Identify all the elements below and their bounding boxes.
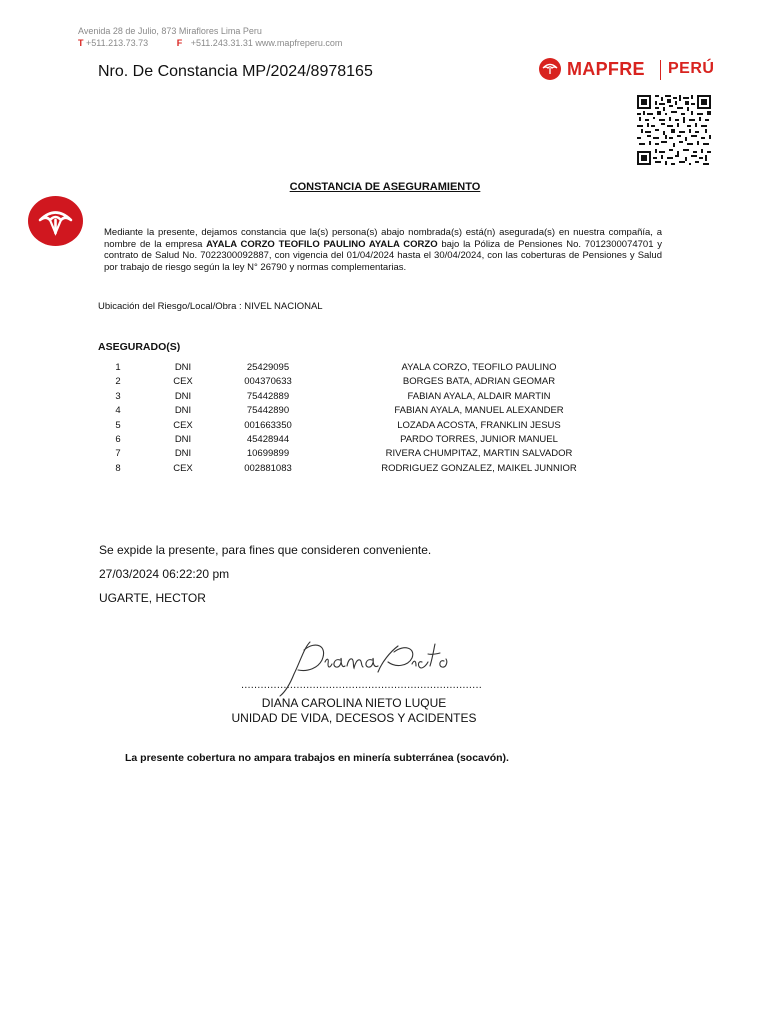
signatory-name: DIANA CAROLINA NIETO LUQUE (261, 696, 447, 710)
insured-name: BORGES BATA, ADRIAN GEOMAR (402, 376, 556, 388)
insured-name: PARDO TORRES, JUNIOR MANUEL (400, 434, 558, 446)
row-number: 4 (115, 405, 121, 417)
insured-name: LOZADA ACOSTA, FRANKLIN JESUS (397, 419, 561, 431)
logo-country: PERÚ (668, 60, 715, 77)
table-row (100, 390, 652, 404)
insured-name: RODRIGUEZ GONZALEZ, MAIKEL JUNNIOR (381, 462, 577, 474)
row-number: 5 (115, 419, 121, 431)
constancia-number: Nro. De Constancia MP/2024/8978165 (98, 63, 373, 80)
doc-number: 002881083 (244, 462, 292, 474)
doc-number: 25429095 (246, 362, 290, 373)
mapfre-umbrella-icon (28, 196, 83, 246)
table-row (100, 433, 652, 447)
para-company: AYALA CORZO TEOFILO PAULINO AYALA CORZO (206, 238, 438, 250)
signature-line: .......................................................................... (241, 679, 482, 691)
table-row (100, 462, 652, 476)
doc-type: DNI (174, 405, 192, 417)
issuer-user: UGARTE, HECTOR (99, 591, 206, 605)
fax-label: F (176, 38, 183, 48)
row-number: 2 (115, 376, 121, 388)
table-row (100, 404, 652, 418)
para-part2: bajo la Póliza de Pensiones No. 7012300074701 y contrato de Salud No. 7022300092887, con vigencia del 01/04/2024 hasta el 30/04/2024, con las coberturas de Pensiones y Salud por trabajo de riesgo según la ley N° 26790 y normas complementarias. (104, 238, 662, 273)
doc-number: 001663350 (244, 419, 292, 431)
doc-type: DNI (174, 434, 192, 446)
insured-table (100, 361, 652, 476)
mapfre-umbrella-icon (539, 58, 561, 80)
insured-name: FABIAN AYALA, ALDAIR MARTIN (407, 390, 551, 402)
row-number: 6 (115, 434, 121, 446)
doc-type: DNI (174, 448, 192, 460)
insured-heading: ASEGURADO(S) (98, 341, 181, 353)
doc-number: 45428944 (246, 434, 290, 446)
signatory-unit: UNIDAD DE VIDA, DECESOS Y ACIDENTES (231, 711, 477, 725)
doc-number: 75442889 (246, 390, 290, 402)
table-row (100, 447, 652, 461)
tel-label: T (78, 38, 84, 48)
insured-name: FABIAN AYALA, MANUEL ALEXANDER (394, 405, 564, 417)
table-row (100, 419, 652, 433)
document-title: CONSTANCIA DE ASEGURAMIENTO (289, 181, 481, 193)
doc-type: CEX (173, 376, 193, 388)
doc-number: 004370633 (244, 376, 292, 388)
doc-type: DNI (174, 390, 192, 402)
doc-type: DNI (174, 362, 192, 373)
issue-statement: Se expide la presente, para fines que consideren conveniente. (99, 543, 432, 557)
doc-number: 75442890 (246, 405, 290, 417)
coverage-note: La presente cobertura no ampara trabajos en minería subterránea (socavón). (125, 752, 509, 764)
row-number: 8 (115, 462, 121, 474)
insured-name: RIVERA CHUMPITAZ, MARTIN SALVADOR (385, 448, 573, 460)
company-address: Avenida 28 de Julio, 873 Miraflores Lima Peru (78, 26, 262, 36)
tel-number: +511.213.73.73 (86, 38, 149, 48)
issue-datetime: 27/03/2024 06:22:20 pm (99, 567, 230, 581)
insured-name: AYALA CORZO, TEOFILO PAULINO (401, 362, 557, 373)
row-number: 7 (115, 448, 121, 460)
doc-number: 10699899 (246, 448, 290, 460)
table-row (100, 375, 652, 389)
para-part1: Mediante la presente, dejamos constancia que la(s) persona(s) abajo nombrada(s) está(n) asegurada(s) en nuestra compañía, a nombre de la empresa (104, 227, 662, 250)
risk-location: Ubicación del Riesgo/Local/Obra : NIVEL NACIONAL (98, 301, 323, 312)
table-row (100, 361, 652, 375)
fax-web: +511.243.31.31 www.mapfreperu.com (190, 38, 343, 48)
company-contact (78, 37, 342, 49)
mapfre-logo (539, 58, 719, 82)
doc-type: CEX (173, 462, 193, 474)
doc-type: CEX (173, 419, 193, 431)
qr-code-icon (637, 95, 711, 165)
logo-brand: MAPFRE (567, 59, 645, 79)
logo-divider (660, 60, 661, 80)
row-number: 3 (115, 390, 121, 402)
row-number: 1 (115, 362, 121, 373)
declaration-paragraph (104, 227, 662, 273)
